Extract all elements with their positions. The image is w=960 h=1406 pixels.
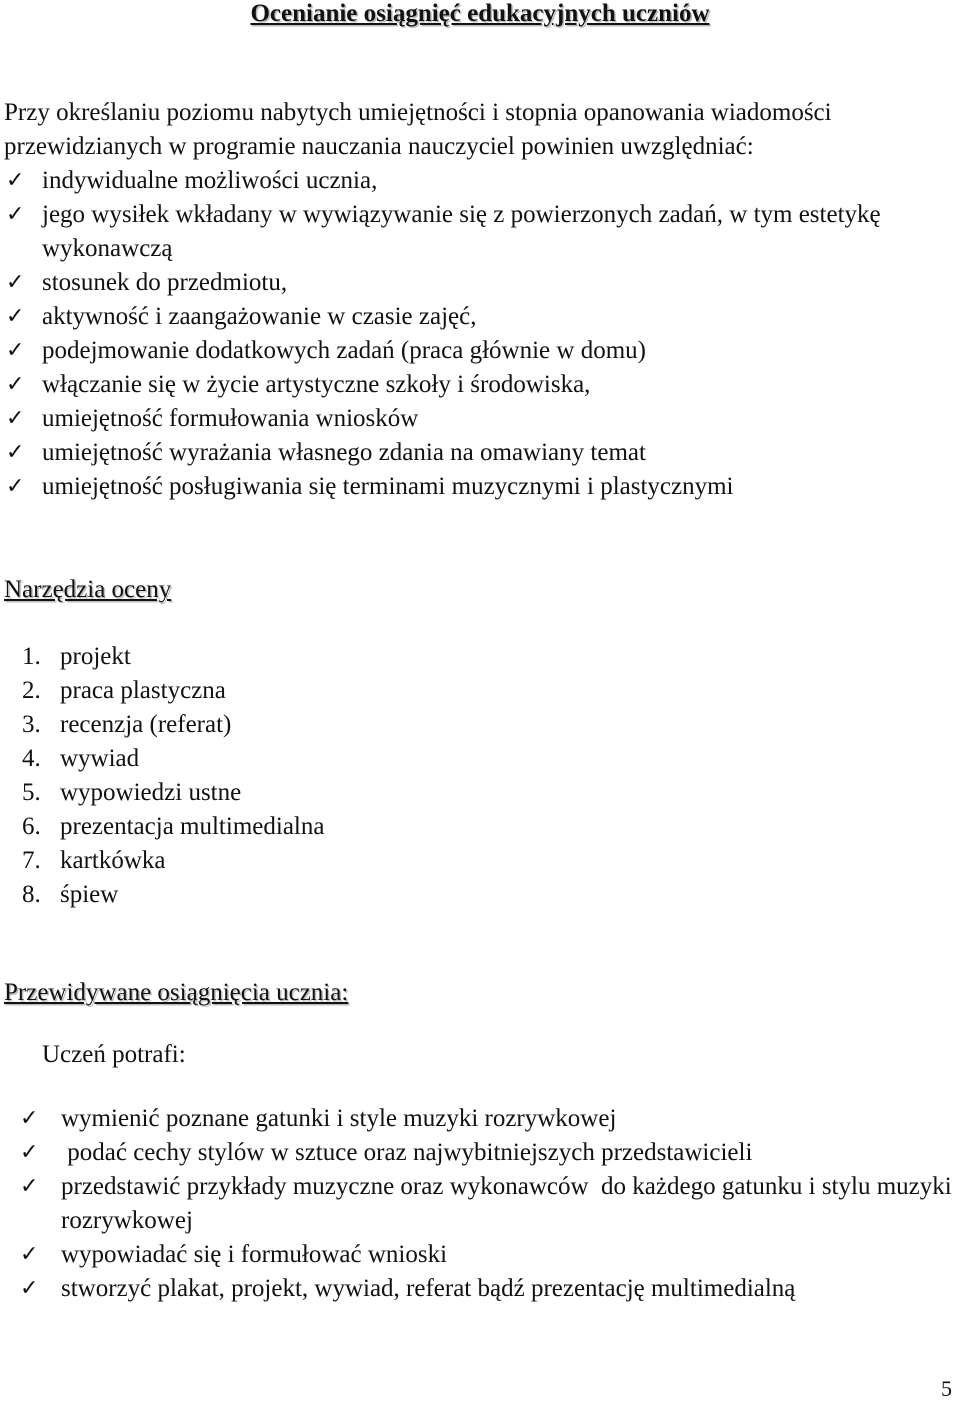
achievements-lead: Uczeń potrafi: (42, 1041, 186, 1068)
tools-item: 3. recenzja (referat) (22, 711, 232, 738)
achievement-item: ✓ wypowiadać się i formułować wnioski (4, 1238, 954, 1272)
checkmark-icon: ✓ (20, 1140, 39, 1165)
checkmark-icon: ✓ (20, 1106, 39, 1131)
checkmark-icon: ✓ (6, 270, 25, 295)
checkmark-icon: ✓ (6, 202, 25, 227)
checkmark-icon: ✓ (6, 338, 25, 363)
criteria-item: ✓ indywidualne możliwości ucznia, (4, 164, 944, 198)
page-title: Ocenianie osiągnięć edukacyjnych uczniów (250, 0, 710, 27)
criteria-item: ✓ umiejętność posługiwania się terminami muzycznymi i plastycznymi (4, 470, 944, 504)
achievements-list (4, 1102, 958, 1306)
achievement-item: ✓ stworzyć plakat, projekt, wywiad, referat bądź prezentację multimedialną (4, 1272, 954, 1306)
tools-item: 1. projekt (22, 643, 131, 670)
intro-section (4, 96, 944, 504)
criteria-item: ✓ jego wysiłek wkładany w wywiązywanie się z powierzonych zadań, w tym estetykę wykonawczą (4, 198, 944, 266)
criteria-list (4, 164, 944, 504)
tools-item: 5. wypowiedzi ustne (22, 779, 242, 806)
checkmark-icon: ✓ (6, 372, 25, 397)
checkmark-icon: ✓ (6, 440, 25, 465)
achievement-item: ✓ podać cechy stylów w sztuce oraz najwybitniejszych przedstawicieli (4, 1136, 954, 1170)
criteria-item: ✓ umiejętność formułowania wniosków (4, 402, 944, 436)
tools-item: 6. prezentacja multimedialna (22, 813, 325, 840)
checkmark-icon: ✓ (20, 1276, 39, 1301)
checkmark-icon: ✓ (20, 1242, 39, 1267)
criteria-item: ✓ włączanie się w życie artystyczne szkoły i środowiska, (4, 368, 944, 402)
achievements-section (4, 1102, 958, 1306)
tools-item: 7. kartkówka (22, 847, 166, 874)
tools-item: 2. praca plastyczna (22, 677, 226, 704)
checkmark-icon: ✓ (6, 168, 25, 193)
achievement-item: ✓ wymienić poznane gatunki i style muzyki rozrywkowej (4, 1102, 954, 1136)
tools-item: 8. śpiew (22, 881, 119, 908)
checkmark-icon: ✓ (6, 474, 25, 499)
criteria-item: ✓ podejmowanie dodatkowych zadań (praca głównie w domu) (4, 334, 944, 368)
achievement-item: ✓ przedstawić przykłady muzyczne oraz wykonawców do każdego gatunku i stylu muzyki rozrywkowej (4, 1170, 954, 1238)
tools-heading: Narzędzia oceny (4, 576, 172, 603)
criteria-item: ✓ aktywność i zaangażowanie w czasie zajęć, (4, 300, 944, 334)
criteria-item: ✓ stosunek do przedmiotu, (4, 266, 944, 300)
tools-item: 4. wywiad (22, 745, 140, 772)
checkmark-icon: ✓ (20, 1174, 39, 1199)
checkmark-icon: ✓ (6, 406, 25, 431)
tools-list (22, 640, 324, 912)
checkmark-icon: ✓ (6, 304, 25, 329)
intro-paragraph: Przy określaniu poziomu nabytych umiejętności i stopnia opanowania wiadomości przewidzianych w programie nauczania nauczyciel powinien uwzględniać: (4, 99, 832, 160)
criteria-item: ✓ umiejętność wyrażania własnego zdania na omawiany temat (4, 436, 944, 470)
page-number: 5 (941, 1376, 952, 1401)
achievements-heading: Przewidywane osiągnięcia ucznia: (4, 979, 349, 1006)
